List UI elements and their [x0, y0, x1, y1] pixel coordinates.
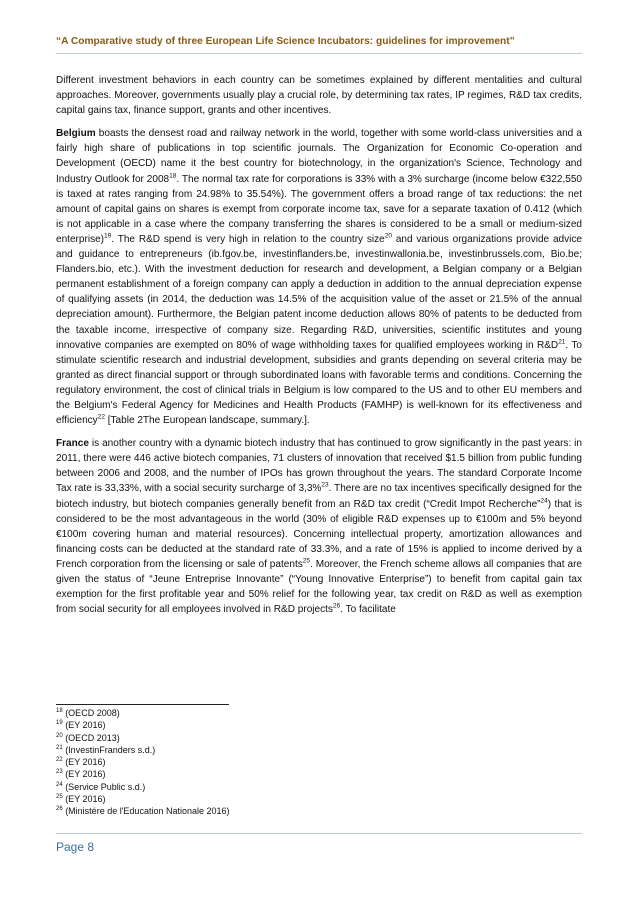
footnote-ref-19[interactable]: 19	[104, 232, 112, 240]
footnote	[56, 732, 456, 744]
footnote-number: 20	[56, 732, 63, 739]
footnote-text: (EY 2016)	[62, 720, 106, 731]
footnote-text: (Service Public s.d.)	[62, 781, 146, 792]
france-paragraph	[56, 436, 582, 617]
footnote-text: (Ministére de l'Education Nationale 2016)	[62, 806, 230, 817]
footnote	[56, 719, 456, 731]
belgium-text-3: . The R&D spend is very high in relation to the country size	[111, 233, 385, 245]
france-text-5: . To facilitate	[340, 604, 396, 616]
belgium-text-2: . The normal tax rate for corporations is 33% with a 3% surcharge (income below €322,550 is taxed at rates ranging from 24.98% to 35.54%). The government offers a broad range of tax reductions: the net amount of capital gains on shares is exempt from corporate income tax, save for a separate taxation of 0.412 (which is not applicable in a case where the company transferring the shares is considered to be a small or medium-sized enterprise)	[56, 173, 583, 245]
footnote-number: 24	[56, 781, 63, 788]
footnote-ref-18[interactable]: 18	[169, 172, 177, 180]
footnote-number: 19	[56, 720, 63, 727]
footnote-ref-21[interactable]: 21	[558, 338, 566, 346]
footnote-ref-24[interactable]: 24	[540, 497, 548, 505]
footer-divider	[56, 833, 582, 834]
footnote-text: (EY 2016)	[62, 757, 106, 768]
footnote-number: 22	[56, 757, 63, 764]
footnote-text: (InvestinFranders s.d.)	[62, 744, 156, 755]
footnote	[56, 781, 456, 793]
footnote-separator	[56, 704, 229, 705]
footnote-text: (OECD 2008)	[62, 708, 120, 718]
footnote	[56, 744, 456, 756]
footnote-text: (EY 2016)	[62, 794, 106, 805]
france-text-2: . There are no tax incentives specifically designed for the biotech industry, but biotech companies generally benefit from an R&D tax credit (“Credit Impot Recherche”	[56, 483, 582, 510]
footnote-ref-23[interactable]: 23	[321, 482, 329, 490]
france-text-3: ) that is considered to be the most advantageous in the world (30% of eligible R&D expenses up to €100m and 5% beyond €100m covering human and material resources). Concerning intellectual property, amortization allowances and financing costs can be deducted at the standard rate of 33.3%, and a rate of 15% is applied to income derived by a French corporation from the licensing or sale of patents	[56, 498, 582, 570]
footnote-number: 23	[56, 769, 63, 776]
belgium-paragraph	[56, 126, 582, 428]
france-text-1: is another country with a dynamic biotech industry that has continued to grow significantly in the past years: in 2011, there were 446 active biotech companies, 71 clusters of innovation that received $1.5 billion from public funding between 2006 and 2008, and the number of IPOs has grown throughout the years. The standard Corporate Income Tax rate is 33,33%, with a social security surcharge of 3,3%	[56, 438, 582, 495]
footnote-ref-25[interactable]: 25	[302, 557, 310, 565]
footnote	[56, 793, 456, 805]
header-divider	[56, 53, 582, 54]
running-header: “A Comparative study of three European Life Science Incubators: guidelines for improvement”	[56, 36, 515, 47]
footnotes	[56, 707, 456, 818]
belgium-text-5: . To stimulate scientific research and industrial development, subsidies and grants depending on several criteria may be granted as direct financial support or through subordinated loans with favorable terms and conditions. Concerning the regulatory environment, the cost of clinical trials in Belgium is low compared to the US and to other EU members and the Belgium's Federal Agency for Medicines and Health Products (FAMHP) is well-known for its effectiveness and efficiency	[56, 339, 582, 427]
footnote-ref-22[interactable]: 22	[97, 413, 105, 421]
footnote-text: (EY 2016)	[62, 769, 106, 780]
footnote	[56, 805, 456, 817]
france-heading: France	[56, 438, 89, 450]
page-number: Page 8	[56, 840, 95, 854]
intro-paragraph: Different investment behaviors in each country can be sometimes explained by different mentalities and cultural approaches. Moreover, governments usually play a crucial role, by determining tax rates, IP regimes, R&D tax credits, capital gains tax, finance support, grants and other incentives.	[56, 75, 582, 117]
footnote-number: 25	[56, 794, 63, 801]
footnote-number: 21	[56, 744, 63, 751]
table-cross-reference[interactable]: [Table 2The European landscape, summary.].	[104, 415, 310, 427]
belgium-heading: Belgium	[56, 128, 96, 140]
footnote-ref-26[interactable]: 26	[332, 602, 341, 610]
belgium-text-1: boasts the densest road and railway network in the world, together with some world-class universities and a fairly high share of publications in top scientific journals. The Organization for Economic Co-operation and Development (OECD) name it the best country for biotechnology, in the organization's Science, Technology and Industry Outlook for 2008	[56, 128, 582, 185]
footnote	[56, 707, 456, 719]
belgium-text-4: and various organizations provide advice and guidance to entrepreneurs (ib.fgov.be, investinflanders.be, investinwallonia.be, investinbrussels.com, Bio.be; Flanders.bio, etc.). With the investment deduction for research and development, a Belgian company or a Belgian permanent establishment of a foreign company can apply a deduction in addition to the annual depreciation expense of qualifying assets (in 2014, the deduction was 14.5% of the acquisition value of the asset or 21.5% of the annual depreciation amount). Furthermore, the Belgian patent income deduction allows 80% of patents to be deducted from the taxable income, irrespective of company size. Regarding R&D, universities, scientific institutes and young innovative companies are exempted on 80% of wage withholding taxes for qualified employees working in R&D	[56, 233, 582, 351]
footnote	[56, 756, 456, 768]
footnote-ref-20[interactable]: 20	[384, 232, 392, 240]
footnote	[56, 768, 456, 780]
footnote-number: 26	[56, 806, 63, 813]
france-text-4: . Moreover, the French scheme allows all companies that are given the status of “Jeune Entreprise Innovante” (“Young Innovative Enterprise”) to benefit from capital gain tax exemption for the first profitable year and 50% relief for the following year, tax credit on R&D as well as exemption from social security for all employees involved in R&D projects	[56, 558, 583, 616]
footnote-number: 18	[56, 708, 63, 714]
footnote-text: (OECD 2013)	[62, 732, 120, 743]
body-text	[56, 73, 582, 625]
